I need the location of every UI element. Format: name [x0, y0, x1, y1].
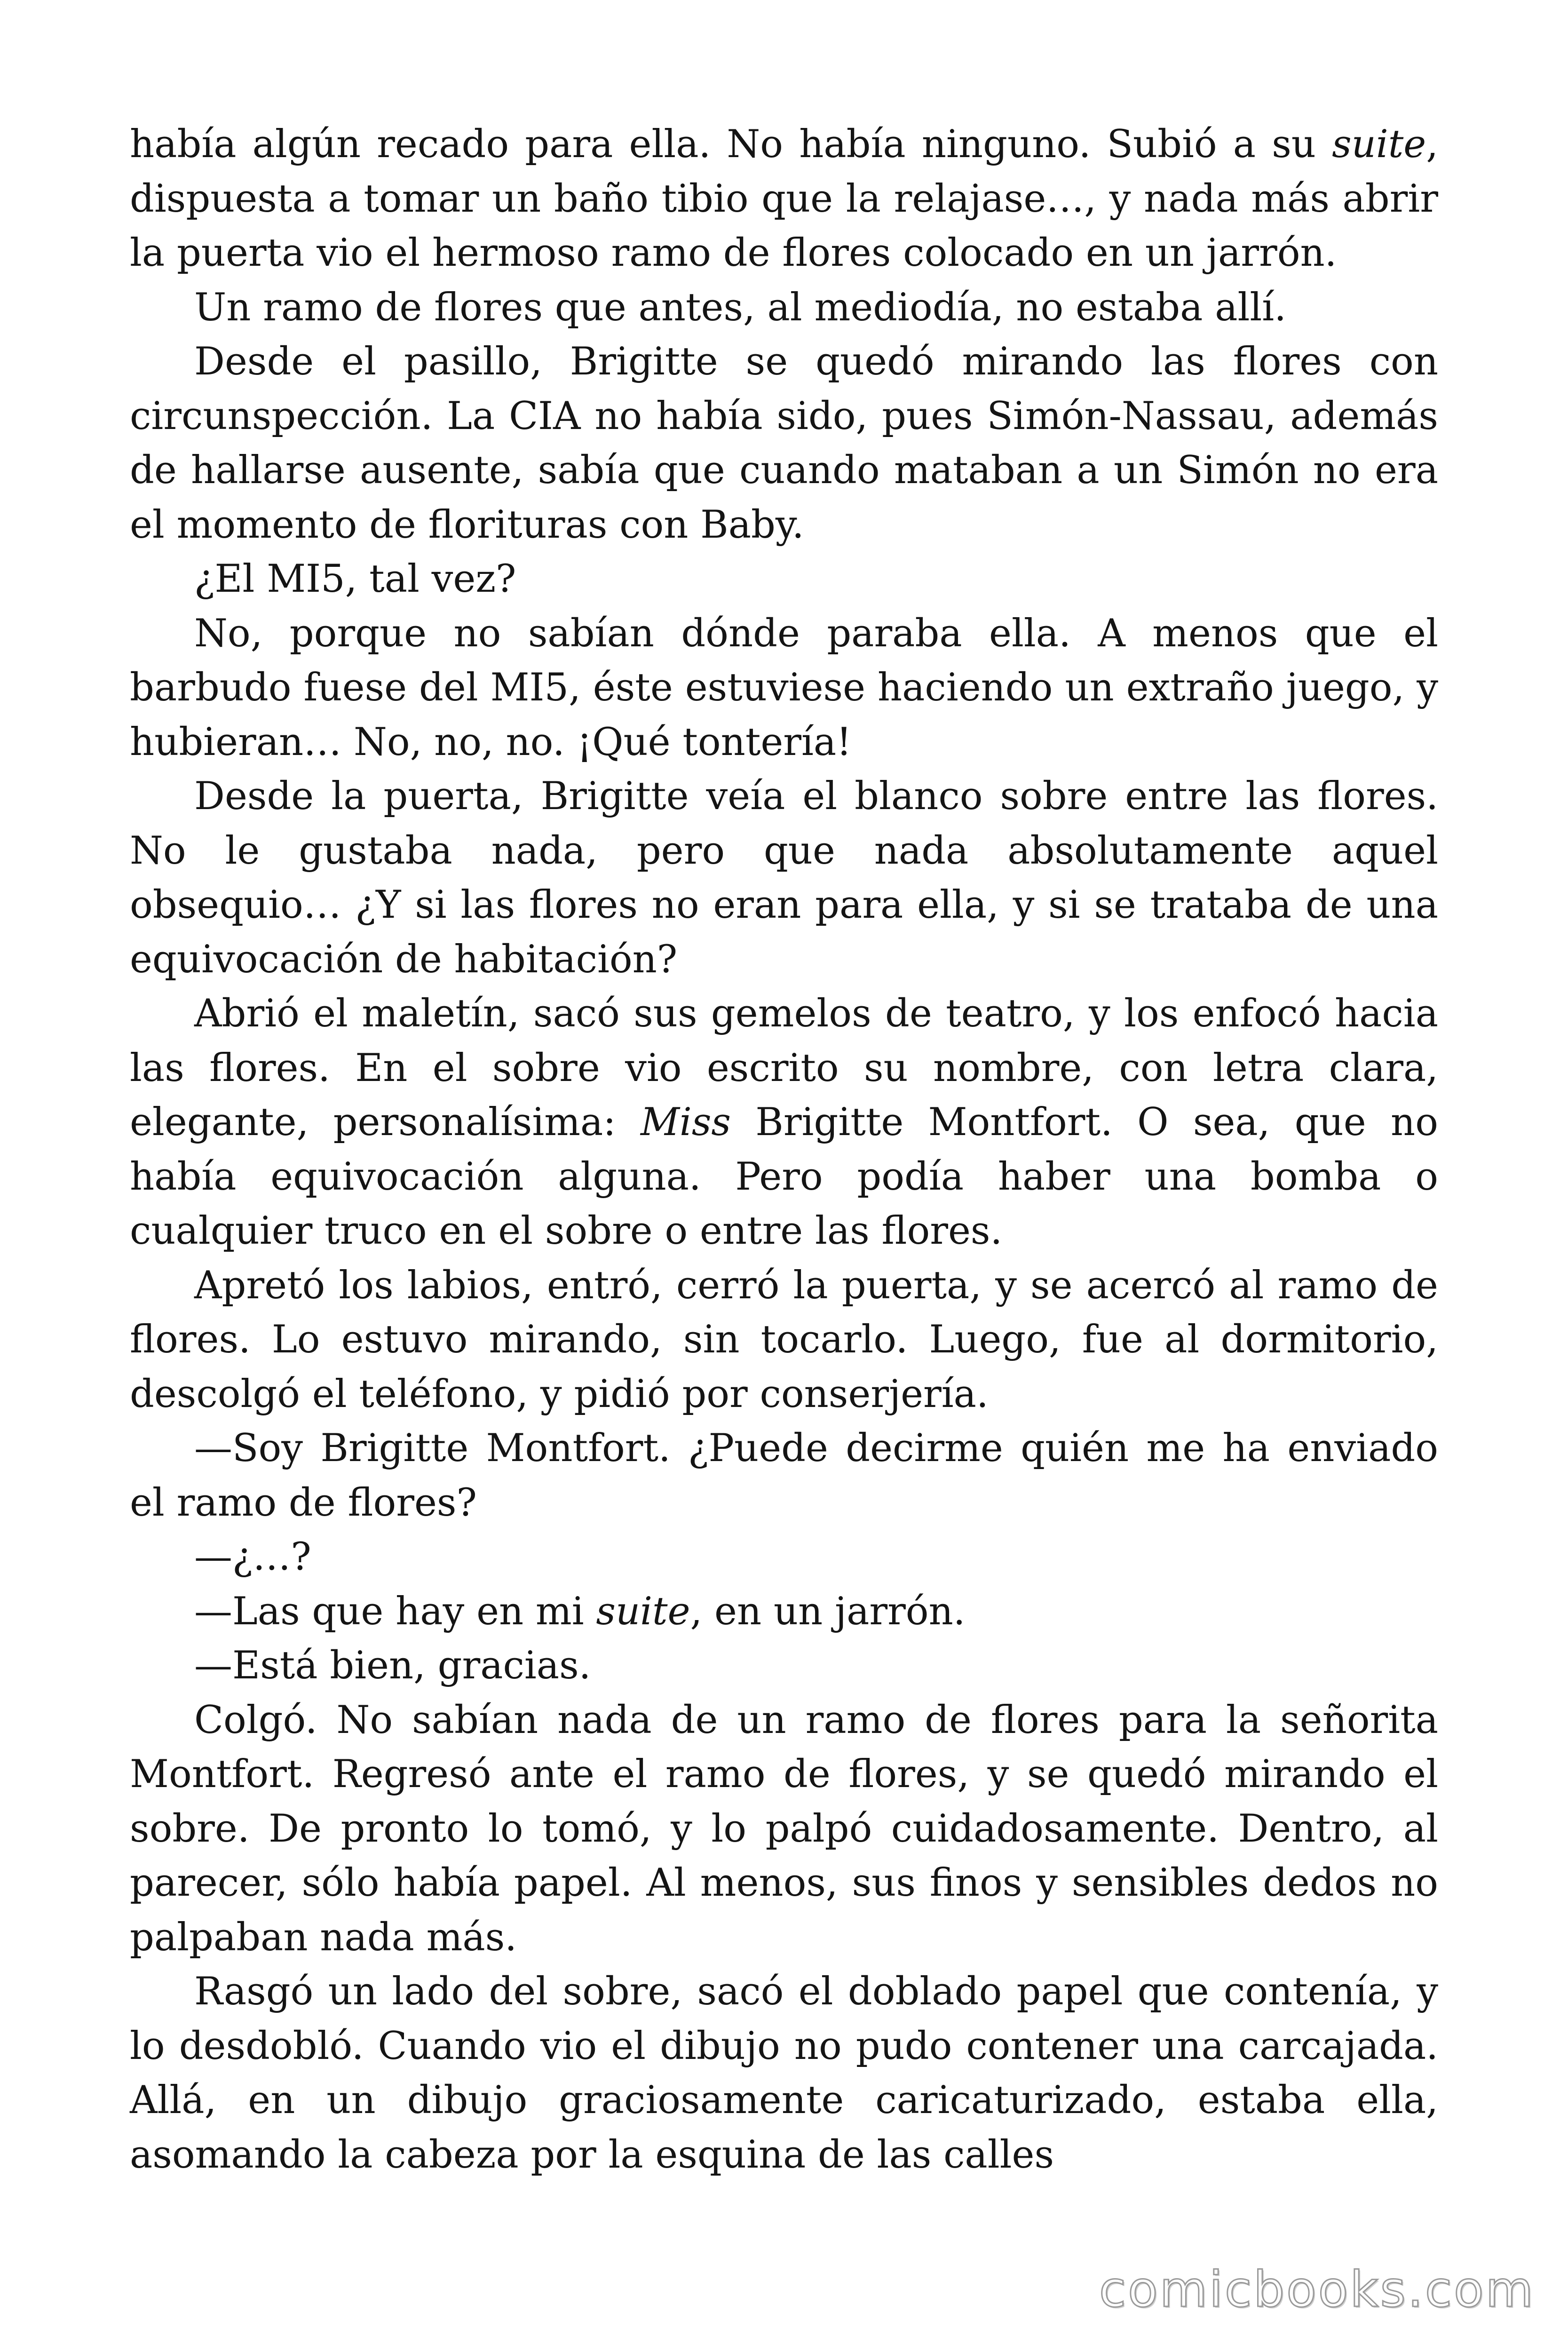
paragraph — [130, 1693, 1438, 1965]
paragraph — [130, 770, 1438, 987]
text-run: ¿El MI5, tal vez? — [194, 557, 516, 601]
paragraph — [130, 1965, 1438, 2182]
text-run: No, porque no sabían dónde paraba ella. A menos que el barbudo fuese del MI5, éste estuviese haciendo un extraño juego, y hubieran… No, no, no. ¡Qué tontería! — [130, 611, 1438, 764]
text-run: Desde la puerta, Brigitte veía el blanco sobre entre las flores. No le gustaba nada, pero que nada absolutamente aquel obsequio… ¿Y si las flores no eran para ella, y si se trataba de una equivocación de habitación? — [130, 774, 1438, 982]
text-run: Desde el pasillo, Brigitte se quedó mirando las flores con circunspección. La CIA no había sido, pues Simón-Nassau, además de hallarse ausente, sabía que cuando mataban a un Simón no era el momento de florituras con Baby. — [130, 340, 1438, 547]
text-run: —Soy Brigitte Montfort. ¿Puede decirme quién me ha enviado el ramo de flores? — [130, 1426, 1438, 1525]
dialogue-line — [130, 1639, 1438, 1693]
text-run: —Está bien, gracias. — [194, 1644, 591, 1688]
text-run: había algún recado para ella. No había ninguno. Subió a su — [130, 122, 1332, 167]
italic-run: suite — [1332, 122, 1426, 167]
italic-run: Miss — [640, 1100, 731, 1144]
text-run: Apretó los labios, entró, cerró la puerta, y se acercó al ramo de flores. Lo estuvo mirando, sin tocarlo. Luego, fue al dormitorio, descolgó el teléfono, y pidió por conserjería. — [130, 1263, 1438, 1416]
paragraph — [130, 987, 1438, 1259]
text-run: , dispuesta a tomar un baño tibio que la relajase…, y nada más abrir la puerta vio el hermoso ramo de flores colocado en un jarrón. — [130, 122, 1438, 275]
paragraph — [130, 607, 1438, 770]
paragraph — [130, 118, 1438, 281]
dialogue-line — [130, 1585, 1438, 1639]
text-run: Brigitte Montfort. O sea, que no había equivocación alguna. Pero podía haber una bomba o cualquier truco en el sobre o entre las flores. — [130, 1100, 1438, 1253]
book-page-text — [130, 118, 1438, 2182]
paragraph — [130, 281, 1438, 335]
watermark: comicbooks.com — [1099, 2261, 1535, 2318]
text-run: Colgó. No sabían nada de un ramo de flores para la señorita Montfort. Regresó ante el ramo de flores, y se quedó mirando el sobre. De pronto lo tomó, y lo palpó cuidadosamente. Dentro, al parecer, sólo había papel. Al menos, sus finos y sensibles dedos no palpaban nada más. — [130, 1698, 1438, 1960]
italic-run: suite — [596, 1589, 690, 1634]
text-run: Abrió el maletín, sacó sus gemelos de teatro, y los enfocó hacia las flores. En el sobre vio escrito su nombre, con letra clara, elegante, personalísima: — [130, 992, 1438, 1144]
text-run: —Las que hay en mi — [194, 1589, 596, 1634]
dialogue-line — [130, 1530, 1438, 1585]
text-run: , en un jarrón. — [690, 1589, 966, 1634]
text-run: —¿…? — [194, 1535, 311, 1579]
text-run: Un ramo de flores que antes, al mediodía, no estaba allí. — [194, 285, 1286, 330]
dialogue-line — [130, 1422, 1438, 1530]
paragraph — [130, 335, 1438, 552]
paragraph — [130, 1259, 1438, 1422]
text-run: Rasgó un lado del sobre, sacó el doblado papel que contenía, y lo desdobló. Cuando vio el dibujo no pudo contener una carcajada. Allá, en un dibujo graciosamente caricaturizado, estaba ella, asomando la cabeza por la esquina de las calles — [130, 1970, 1438, 2177]
paragraph — [130, 552, 1438, 607]
